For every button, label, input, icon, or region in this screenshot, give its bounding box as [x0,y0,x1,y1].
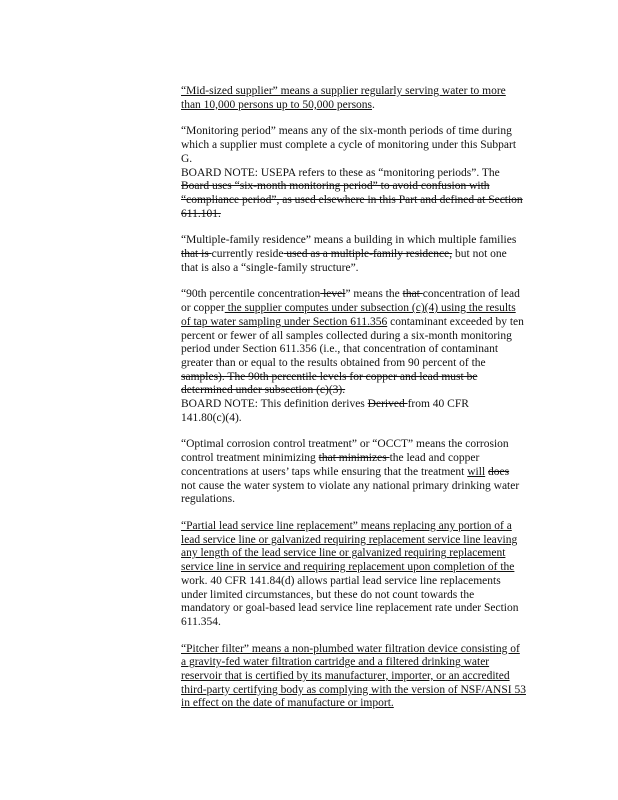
deleted-text: level [320,288,346,301]
inserted-text: will [467,465,486,478]
text-line [181,520,547,534]
text-run: ” means the [345,288,403,301]
text-line [181,288,547,302]
text-line [181,234,547,248]
text-run: 141.80(c)(4). [181,411,242,424]
text-run: under limited circumstances, but these do not count towards the [181,588,475,601]
text-run: mandatory or goal-based lead service line replacement rate under Section [181,602,519,615]
text-line [181,208,547,222]
text-run: BOARD NOTE: USEPA refers to these as “monitoring periods”. The [181,166,500,179]
text-line [181,452,547,466]
text-line [181,153,547,167]
inserted-text: “Mid-sized supplier” means a supplier regularly serving water to more [181,85,506,97]
text-line [181,167,547,181]
deleted-text: Board uses “six-month monitoring period” to avoid confusion with [181,180,490,193]
text-line [181,371,547,385]
definition-partial-lead-service-line-replacement [181,520,547,630]
deleted-text: used as a multiple-family residence, [283,248,453,261]
inserted-text: any length of the lead service line or galvanized requiring replacement [181,547,506,560]
text-line [181,125,547,139]
text-run: but not one [452,248,507,261]
text-run: G. [181,152,193,165]
text-line [181,180,547,194]
inserted-text: “Pitcher filter” means a non-plumbed water filtration device consisting of [181,642,520,655]
text-run: which a supplier must complete a cycle of monitoring under this Subpart [181,139,517,152]
text-line [181,139,547,153]
text-run: from 40 CFR [407,398,469,411]
text-run: control treatment minimizing [181,452,319,465]
text-line [181,643,547,657]
definition-multiple-family-residence [181,234,547,275]
text-line [181,194,547,208]
text-line [181,534,547,548]
text-line [181,697,547,711]
deleted-text: does [488,465,510,478]
inserted-text: “Partial lead service line replacement” means replacing any portion of a [181,519,512,532]
text-run: the lead and copper [389,452,480,465]
text-run: . [372,98,375,111]
text-run: percent or fewer of all samples collected during a six-month monitoring [181,329,512,342]
inserted-text: third-party certifying body as complying with the version of NSF/ANSI 53 [181,683,526,696]
text-run: or copper [181,302,225,315]
text-line [181,602,547,616]
text-line [181,547,547,561]
text-line [181,438,547,452]
text-line [181,493,547,507]
deleted-text: determined under subsection (c)(3). [181,384,346,397]
definition-90th-percentile [181,288,547,425]
text-line [181,85,547,99]
definition-monitoring-period [181,125,547,221]
text-run: “Monitoring period” means any of the six-month periods of time during [181,125,512,138]
text-line [181,398,547,412]
deleted-text: that [402,288,423,301]
text-line [181,302,547,316]
text-run: currently reside [211,248,284,261]
text-line [181,330,547,344]
document-body [181,85,547,724]
text-run: “90th percentile concentration [181,288,321,301]
inserted-text: than 10,000 persons up to 50,000 persons [181,98,373,111]
inserted-text: service line in service and requiring replacement upon completion of the [181,561,515,574]
text-line [181,412,547,426]
deleted-text: “compliance period”, as used elsewhere in this Part and defined at Section [181,193,523,206]
text-run: greater than or equal to the results obtained from 90 percent of the [181,356,486,369]
text-line [181,343,547,357]
inserted-text: in effect on the date of manufacture or import. [181,697,394,710]
text-line [181,589,547,603]
text-run: contaminant exceeded by ten [387,315,524,328]
definition-mid-sized-supplier [181,85,547,112]
text-run: period under Section 611.356 (i.e., that concentration of contaminant [181,343,499,356]
deleted-text: samples). The 90th percentile levels for copper and lead must be [181,370,478,383]
deleted-text: that is [181,248,212,261]
definition-pitcher-filter [181,643,547,712]
text-line [181,384,547,398]
deleted-text: 611.101. [181,207,221,220]
text-run: 611.354. [181,615,221,628]
inserted-text: lead service line or galvanized requiring replacement service line leaving [181,533,518,546]
definition-optimal-corrosion-control [181,438,547,507]
deleted-text: Derived [367,398,408,411]
text-run: that is also a “single-family structure”. [181,261,359,274]
text-line [181,466,547,480]
text-run: “Optimal corrosion control treatment” or “OCCT” means the corrosion [181,438,509,451]
text-run: regulations. [181,493,235,506]
text-line [181,575,547,589]
inserted-text: of tap water sampling under Section 611.356 [181,315,388,328]
text-line [181,357,547,371]
deleted-text: that minimizes [318,452,390,465]
text-line [181,262,547,276]
text-line [181,656,547,670]
text-line [181,684,547,698]
inserted-text: a gravity-fed water filtration cartridge and a filtered drinking water [181,656,490,669]
text-line [181,670,547,684]
text-line [181,616,547,630]
text-line [181,316,547,330]
text-run: “Multiple-family residence” means a building in which multiple families [181,234,517,247]
text-line [181,561,547,575]
inserted-text: the supplier computes under subsection (c)(4) using the results [224,302,516,315]
text-line [181,480,547,494]
text-line [181,248,547,262]
text-run: concentrations at users’ taps while ensuring that the treatment [181,465,468,478]
text-run: concentration of lead [422,288,520,301]
inserted-text: reservoir that is certified by its manufacturer, importer, or an accredited [181,670,510,683]
text-run: BOARD NOTE: This definition derives [181,398,368,411]
text-run: not cause the water system to violate any national primary drinking water [181,479,520,492]
text-line [181,99,547,113]
text-run: work. 40 CFR 141.84(d) allows partial lead service line replacements [181,574,501,587]
